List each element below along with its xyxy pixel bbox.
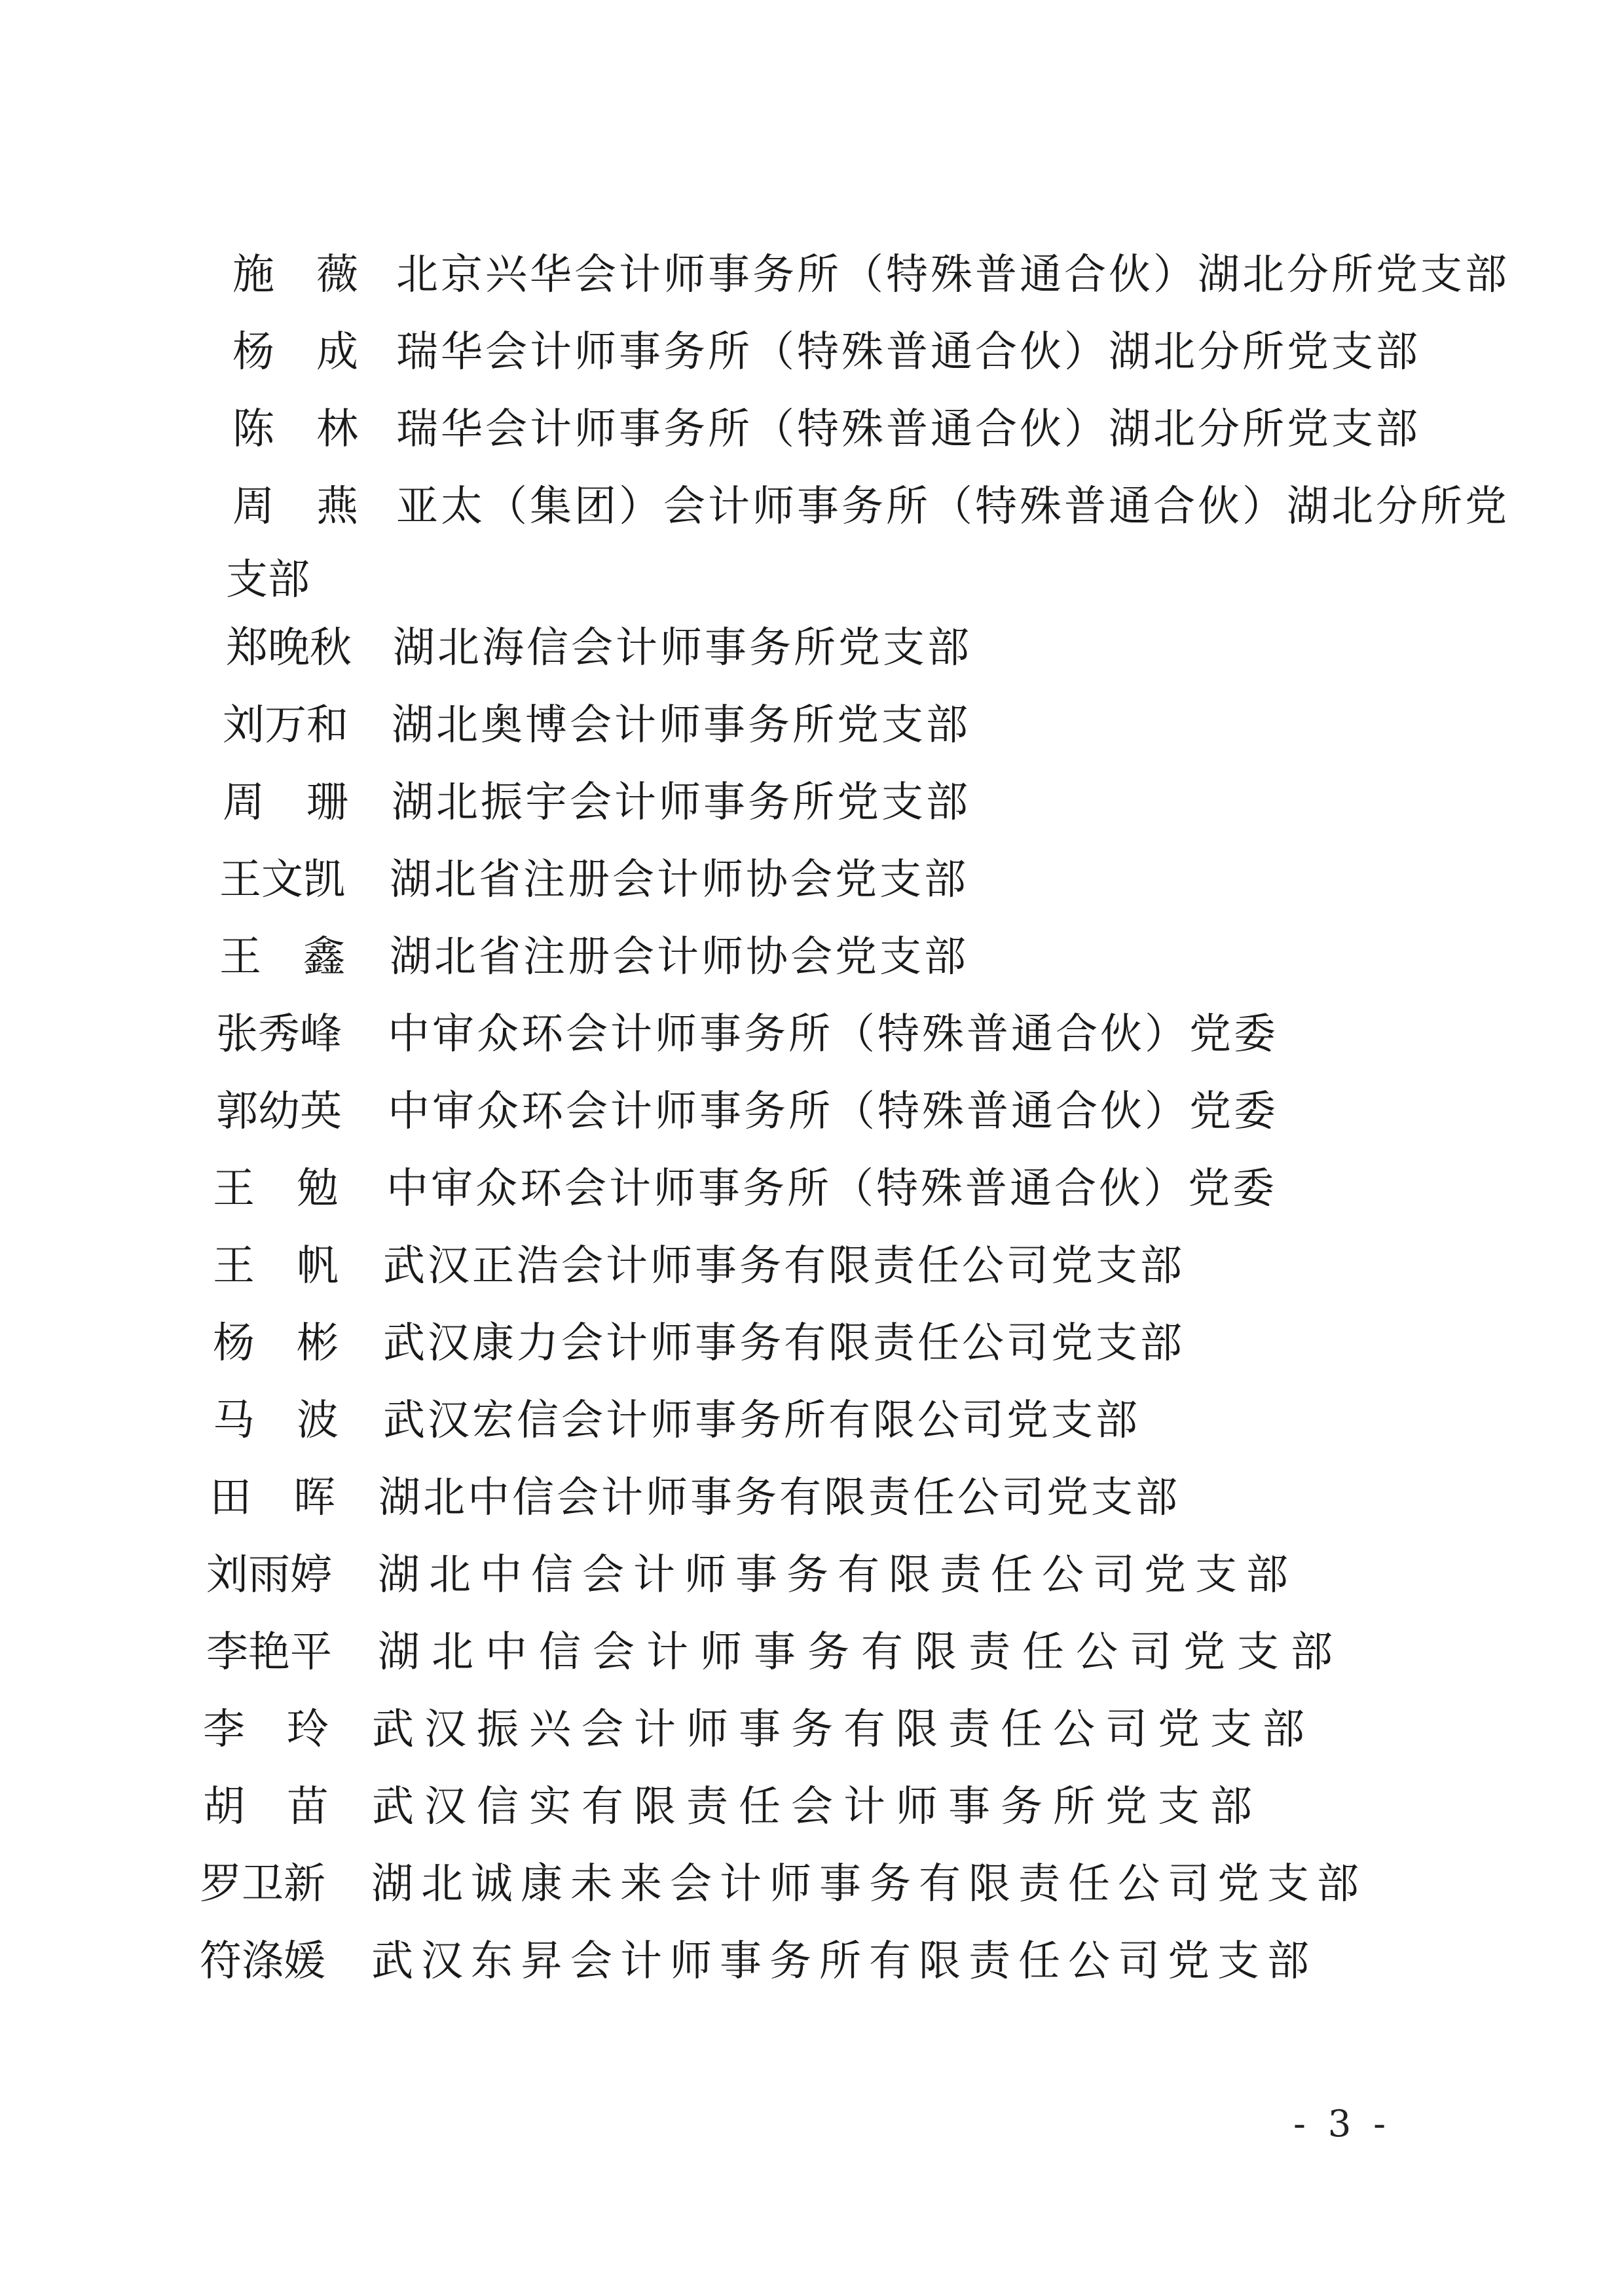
person-name: 王 勉 <box>213 1165 339 1213</box>
person-name: 张秀峰 <box>216 1010 342 1059</box>
person-name: 陈 林 <box>232 405 358 454</box>
person-name: 田 晖 <box>210 1474 335 1522</box>
organization-name: 湖北中信会计师事务有限责任公司党支部 <box>378 1551 1297 1599</box>
person-name: 马 波 <box>213 1396 339 1445</box>
person-name: 杨 彬 <box>213 1319 339 1368</box>
organization-name: 中审众环会计师事务所（特殊普通合伙）党委 <box>388 1010 1278 1059</box>
person-name: 王 帆 <box>213 1242 339 1290</box>
organization-name: 武汉宏信会计师事务所有限公司党支部 <box>383 1396 1140 1445</box>
person-name: 符涤媛 <box>200 1937 325 1986</box>
organization-name: 亚太（集团）会计师事务所（特殊普通合伙）湖北分所党 <box>396 483 1509 531</box>
person-name: 罗卫新 <box>200 1860 325 1908</box>
organization-name: 湖北中信会计师事务有限责任公司党支部 <box>378 1474 1180 1522</box>
organization-name: 湖北省注册会计师协会党支部 <box>390 933 969 981</box>
person-name: 李艳平 <box>206 1628 332 1677</box>
organization-name: 北京兴华会计师事务所（特殊普通合伙）湖北分所党支部 <box>396 251 1509 299</box>
person-name: 施 薇 <box>232 251 358 299</box>
organization-name: 湖北诚康未来会计师事务有限责任公司党支部 <box>371 1860 1367 1908</box>
organization-name: 瑞华会计师事务所（特殊普通合伙）湖北分所党支部 <box>396 405 1420 454</box>
person-name: 刘万和 <box>223 701 348 750</box>
organization-name: 武汉东昇会计师事务所有限责任公司党支部 <box>371 1937 1317 1986</box>
organization-name: 瑞华会计师事务所（特殊普通合伙）湖北分所党支部 <box>396 328 1420 376</box>
organization-name: 湖北振宇会计师事务所党支部 <box>392 778 970 827</box>
person-name: 刘雨婷 <box>206 1551 332 1599</box>
person-name: 王 鑫 <box>219 933 345 981</box>
organization-name: 湖北海信会计师事务所党支部 <box>393 624 972 672</box>
person-name: 周 燕 <box>232 483 358 531</box>
organization-name: 武汉正浩会计师事务有限责任公司党支部 <box>383 1242 1185 1290</box>
person-name: 李 玲 <box>203 1705 329 1754</box>
organization-name: 湖北省注册会计师协会党支部 <box>390 856 969 904</box>
organization-name: 武汉振兴会计师事务有限责任公司党支部 <box>372 1705 1315 1754</box>
organization-name: 中审众环会计师事务所（特殊普通合伙）党委 <box>388 1087 1278 1136</box>
organization-name: 中审众环会计师事务所（特殊普通合伙）党委 <box>386 1165 1277 1213</box>
page-number: - 3 - <box>1293 2103 1392 2145</box>
organization-name: 湖北中信会计师事务有限责任公司党支部 <box>378 1628 1344 1677</box>
person-name: 周 珊 <box>223 778 348 827</box>
organization-name-continuation: 支部 <box>226 556 310 604</box>
organization-name: 湖北奥博会计师事务所党支部 <box>392 701 970 750</box>
person-name: 王文凯 <box>219 856 345 904</box>
organization-name: 武汉康力会计师事务有限责任公司党支部 <box>383 1319 1185 1368</box>
person-name: 郭幼英 <box>216 1087 342 1136</box>
person-name: 郑晚秋 <box>226 624 352 672</box>
person-name: 杨 成 <box>232 328 358 376</box>
person-name: 胡 苗 <box>203 1783 329 1831</box>
organization-name: 武汉信实有限责任会计师事务所党支部 <box>372 1783 1263 1831</box>
